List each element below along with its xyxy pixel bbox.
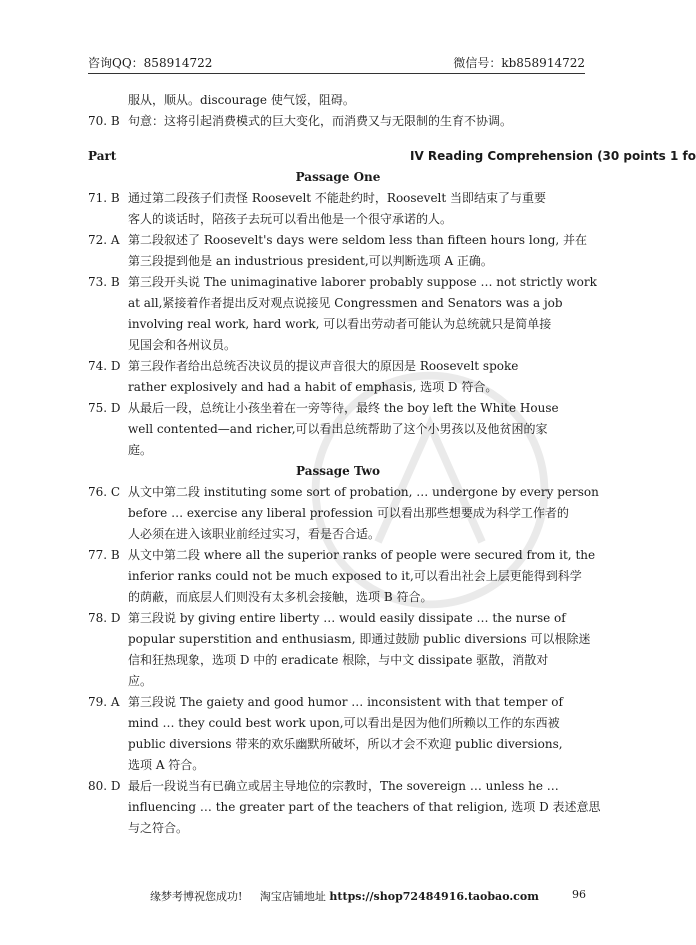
answer-item — [88, 608, 591, 692]
explanation-line: 第三段说 The gaiety and good humor … inconsistent with that temper of — [128, 695, 563, 709]
header-wechat: 微信号：kb858914722 — [453, 56, 585, 70]
explanation-line: 客人的谈话时，陪孩子去玩可以看出他是一个很守承诺的人。 — [128, 212, 453, 226]
answer-content — [88, 90, 696, 839]
explanation-line: 第三段提到他是 an industrious president,可以判断选项 A 正确。 — [128, 254, 493, 268]
explanation-line: 应。 — [128, 674, 153, 688]
answer-number: 78. D — [88, 611, 121, 625]
footer-text — [150, 888, 539, 904]
explanation-line: rather explosively and had a habit of emphasis, 选项 D 符合。 — [128, 380, 498, 394]
explanation-line: well contented—and richer,可以看出总统帮助了这个小男孩以及他贫困的家 — [128, 422, 548, 436]
answer-number: 76. C — [88, 485, 121, 499]
answer-item — [88, 356, 588, 398]
explanation-line: 第三段说 by giving entire liberty … would easily dissipate … the nurse of — [128, 611, 566, 625]
explanation-line: mind … they could best work upon,可以看出是因为他们所赖以工作的东西被 — [128, 716, 560, 730]
passage-two-answers — [88, 482, 601, 839]
answer-item — [88, 90, 588, 111]
answer-number: 79. A — [88, 695, 120, 709]
explanation-line: 通过第二段孩子们责怪 Roosevelt 不能赴约时，Roosevelt 当即结束了与重要 — [128, 191, 547, 205]
part-title: IV Reading Comprehension (30 points 1 fo — [410, 149, 696, 163]
answer-item — [88, 188, 588, 230]
answer-number: 73. B — [88, 275, 120, 289]
passage-one-title: Passage One — [295, 170, 381, 184]
footer-shop-label: 淘宝店铺地址 — [259, 890, 326, 903]
explanation-line: at all,紧接着作者提出反对观点说接见 Congressmen and Senators was a job — [128, 296, 563, 310]
explanation-line: 句意：这将引起消费模式的巨大变化，而消费又与无限制的生育不协调。 — [128, 114, 513, 128]
page-header — [88, 51, 585, 74]
explanation-line: 的荫蔽，而底层人们则没有太多机会接触，选项 B 符合。 — [128, 590, 433, 604]
answer-number: 72. A — [88, 233, 120, 247]
explanation-line: 从最后一段，总统让小孩坐着在一旁等待，最终 the boy left the White House — [128, 401, 559, 415]
explanation-line: inferior ranks could not be much exposed to it,可以看出社会上层更能得到科学 — [128, 569, 582, 583]
explanation-line: 人必须在进入该职业前经过实习，看是否合适。 — [128, 527, 381, 541]
answer-item — [88, 111, 588, 132]
explanation-line: 选项 A 符合。 — [128, 758, 205, 772]
answer-item — [88, 776, 601, 839]
answer-item — [88, 692, 588, 776]
part-heading — [88, 146, 696, 167]
explanation-line: 第三段作者给出总统否决议员的提议声音很大的原因是 Roosevelt spoke — [128, 359, 519, 373]
explanation-line: 第三段开头说 The unimaginative laborer probably suppose … not strictly work — [128, 275, 597, 289]
part-label: Part — [88, 149, 117, 163]
passage-two-title: Passage Two — [296, 464, 380, 478]
explanation-line: public diversions 带来的欢乐幽默所破坏，所以才会不欢迎 public diversions, — [128, 737, 563, 751]
answer-number: 77. B — [88, 548, 120, 562]
answer-item — [88, 272, 597, 356]
answer-number: 75. D — [88, 401, 121, 415]
explanation-line: 最后一段说当有已确立或居主导地位的宗教时，The sovereign … unless he … — [128, 779, 559, 793]
explanation-line: 见国会和各州议员。 — [128, 338, 237, 352]
answer-item — [88, 230, 588, 272]
answer-item — [88, 482, 599, 545]
footer-shop-link[interactable]: https://shop72484916.taobao.com — [329, 890, 539, 903]
passage-one-answers — [88, 188, 597, 461]
explanation-line: involving real work, hard work, 可以看出劳动者可能认为总统就只是简单接 — [128, 317, 552, 331]
explanation-line: 从文中第二段 instituting some sort of probation, … undergone by every person — [128, 485, 599, 499]
footer-wish: 缘梦考博祝您成功! — [150, 890, 243, 903]
answer-number: 80. D — [88, 779, 121, 793]
explanation-line: 庭。 — [128, 443, 153, 457]
explanation-line: 第二段叙述了 Roosevelt's days were seldom less than fifteen hours long, 并在 — [128, 233, 588, 247]
answer-number: 70. B — [88, 114, 120, 128]
explanation-line: 服从，顺从。discourage 使气馁，阻碍。 — [128, 93, 355, 107]
header-qq: 咨询QQ：858914722 — [88, 56, 213, 70]
explanation-line: 信和狂热现象，选项 D 中的 eradicate 根除，与中文 dissipate 驱散，消散对 — [128, 653, 549, 667]
page-number: 96 — [572, 888, 586, 901]
explanation-line: 从文中第二段 where all the superior ranks of people were secured from it, the — [128, 548, 596, 562]
answer-item — [88, 545, 596, 608]
explanation-line: before … exercise any liberal profession 可以看出那些想要成为科学工作者的 — [128, 506, 569, 520]
top-lines — [88, 90, 588, 132]
explanation-line: influencing … the greater part of the teachers of that religion, 选项 D 表述意思 — [128, 800, 601, 814]
explanation-line: popular superstition and enthusiasm, 即通过鼓励 public diversions 可以根除迷 — [128, 632, 591, 646]
answer-number: 71. B — [88, 191, 120, 205]
explanation-line: 与之符合。 — [128, 821, 189, 835]
answer-item — [88, 398, 588, 461]
answer-number: 74. D — [88, 359, 121, 373]
